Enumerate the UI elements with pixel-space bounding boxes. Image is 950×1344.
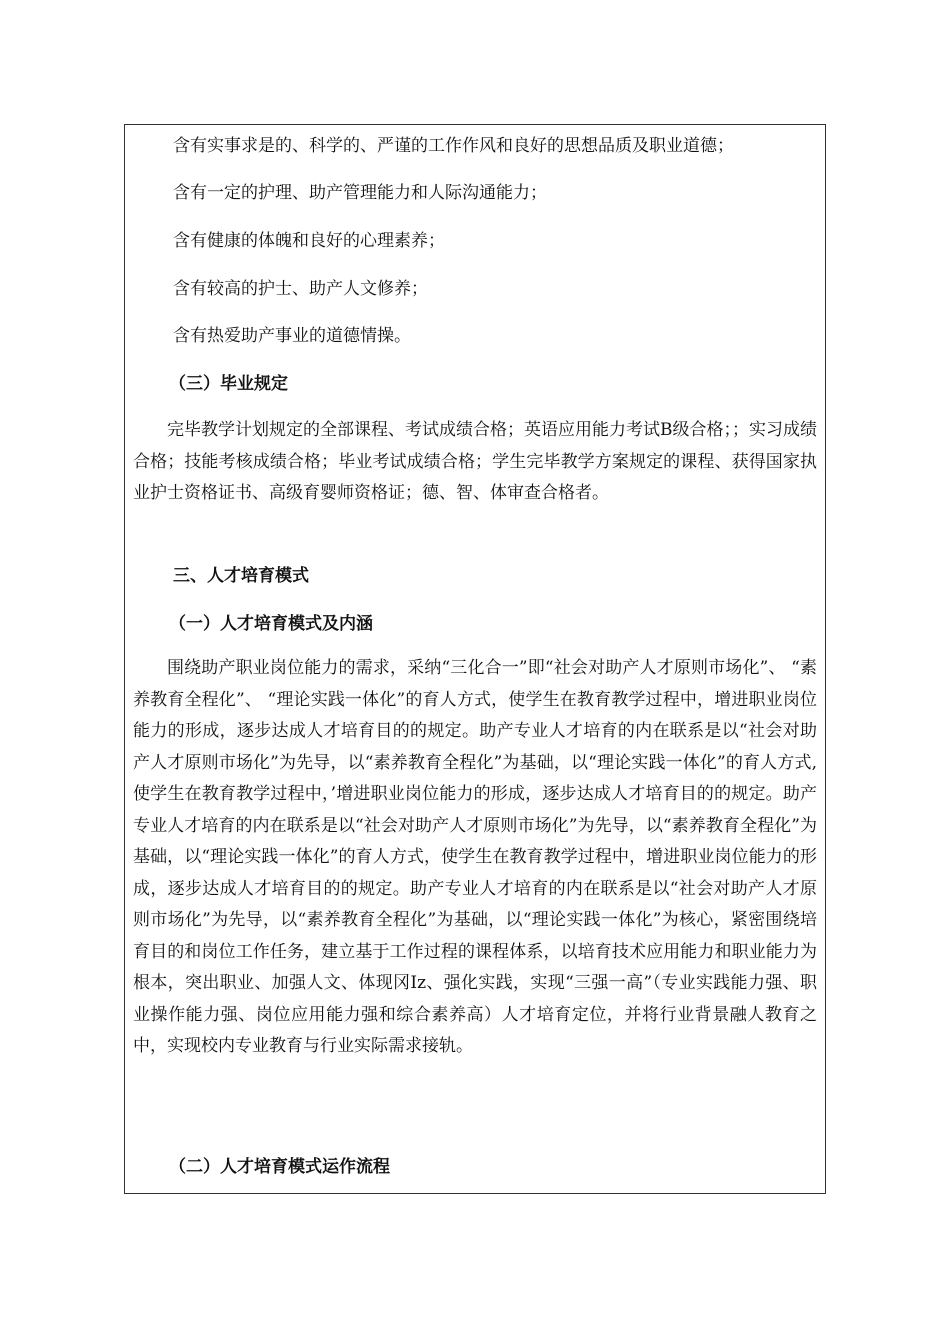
graduation-heading: （三）毕业规定 xyxy=(169,374,288,394)
document-frame xyxy=(124,124,826,1194)
graduation-body: 完毕教学计划规定的全部课程、考试成绩合格；英语应用能力考试B级合格；；实习成绩合格；技能考核成绩合格；毕业考试成绩合格；学生完毕教学方案规定的课程、获得国家执业护士资格证书、高级育婴师资格证；德、智、体审查合格者。 xyxy=(133,420,817,503)
quality-line-2: 含有一定的护理、助产管理能力和人际沟通能力； xyxy=(173,183,547,203)
quality-line-4: 含有较高的护士、助产人文修养； xyxy=(173,279,428,299)
quality-line-1: 含有实事求是的、科学的、严谨的工作作风和良好的思想品质及职业道德； xyxy=(173,136,734,156)
quality-line-3: 含有健康的体魄和良好的心理素养； xyxy=(173,231,445,251)
sub1-heading: （一）人才培育模式及内涵 xyxy=(169,614,373,634)
section-three-heading: 三、人才培育模式 xyxy=(173,566,309,586)
sub1-body: 围绕助产职业岗位能力的需求，采纳“三化合一”即“社会对助产人才原则市场化”、 “素养教育全程化”、 “理论实践一体化”的育人方式，使学生在教育教学过程中，增进职业岗位能力的形成，逐步达成人才培育目的的规定。助产专业人才培育的内在联系是以“社会对助产人才原则市场化”为先导，以“素养教育全程化”为基础，以“理论实践一体化”的育人方式,使学生在教育教学过程中，’增进职业岗位能力的形成，逐步达成人才培育目的的规定。助产专业人才培育的内在联系是以“社会对助产人才原则市场化”为先导，以“素养教育全程化”为基础，以“理论实践一体化”的育人方式，使学生在教育教学过程中，增进职业岗位能力的形成，逐步达成人才培育目的的规定。助产专业人才培育的内在联系是以“社会对助产人才原则市场化”为先导，以“素养教育全程化”为基础，以“理论实践一体化”为核心，紧密围绕培育目的和岗位工作任务，建立基于工作过程的课程体系，以培育技术应用能力和职业能力为根本，突出职业、加强人文、体现冈Iz、强化实践，实现“三强一高”（专业实践能力强、职业操作能力强、岗位应用能力强和综合素养高）人才培育定位，并将行业背景融人教育之中，实现校内专业教育与行业实际需求接轨。 xyxy=(133,658,817,1056)
sub2-heading: （二）人才培育模式运作流程 xyxy=(169,1157,390,1177)
quality-line-5: 含有热爱助产事业的道德情操。 xyxy=(173,326,411,346)
